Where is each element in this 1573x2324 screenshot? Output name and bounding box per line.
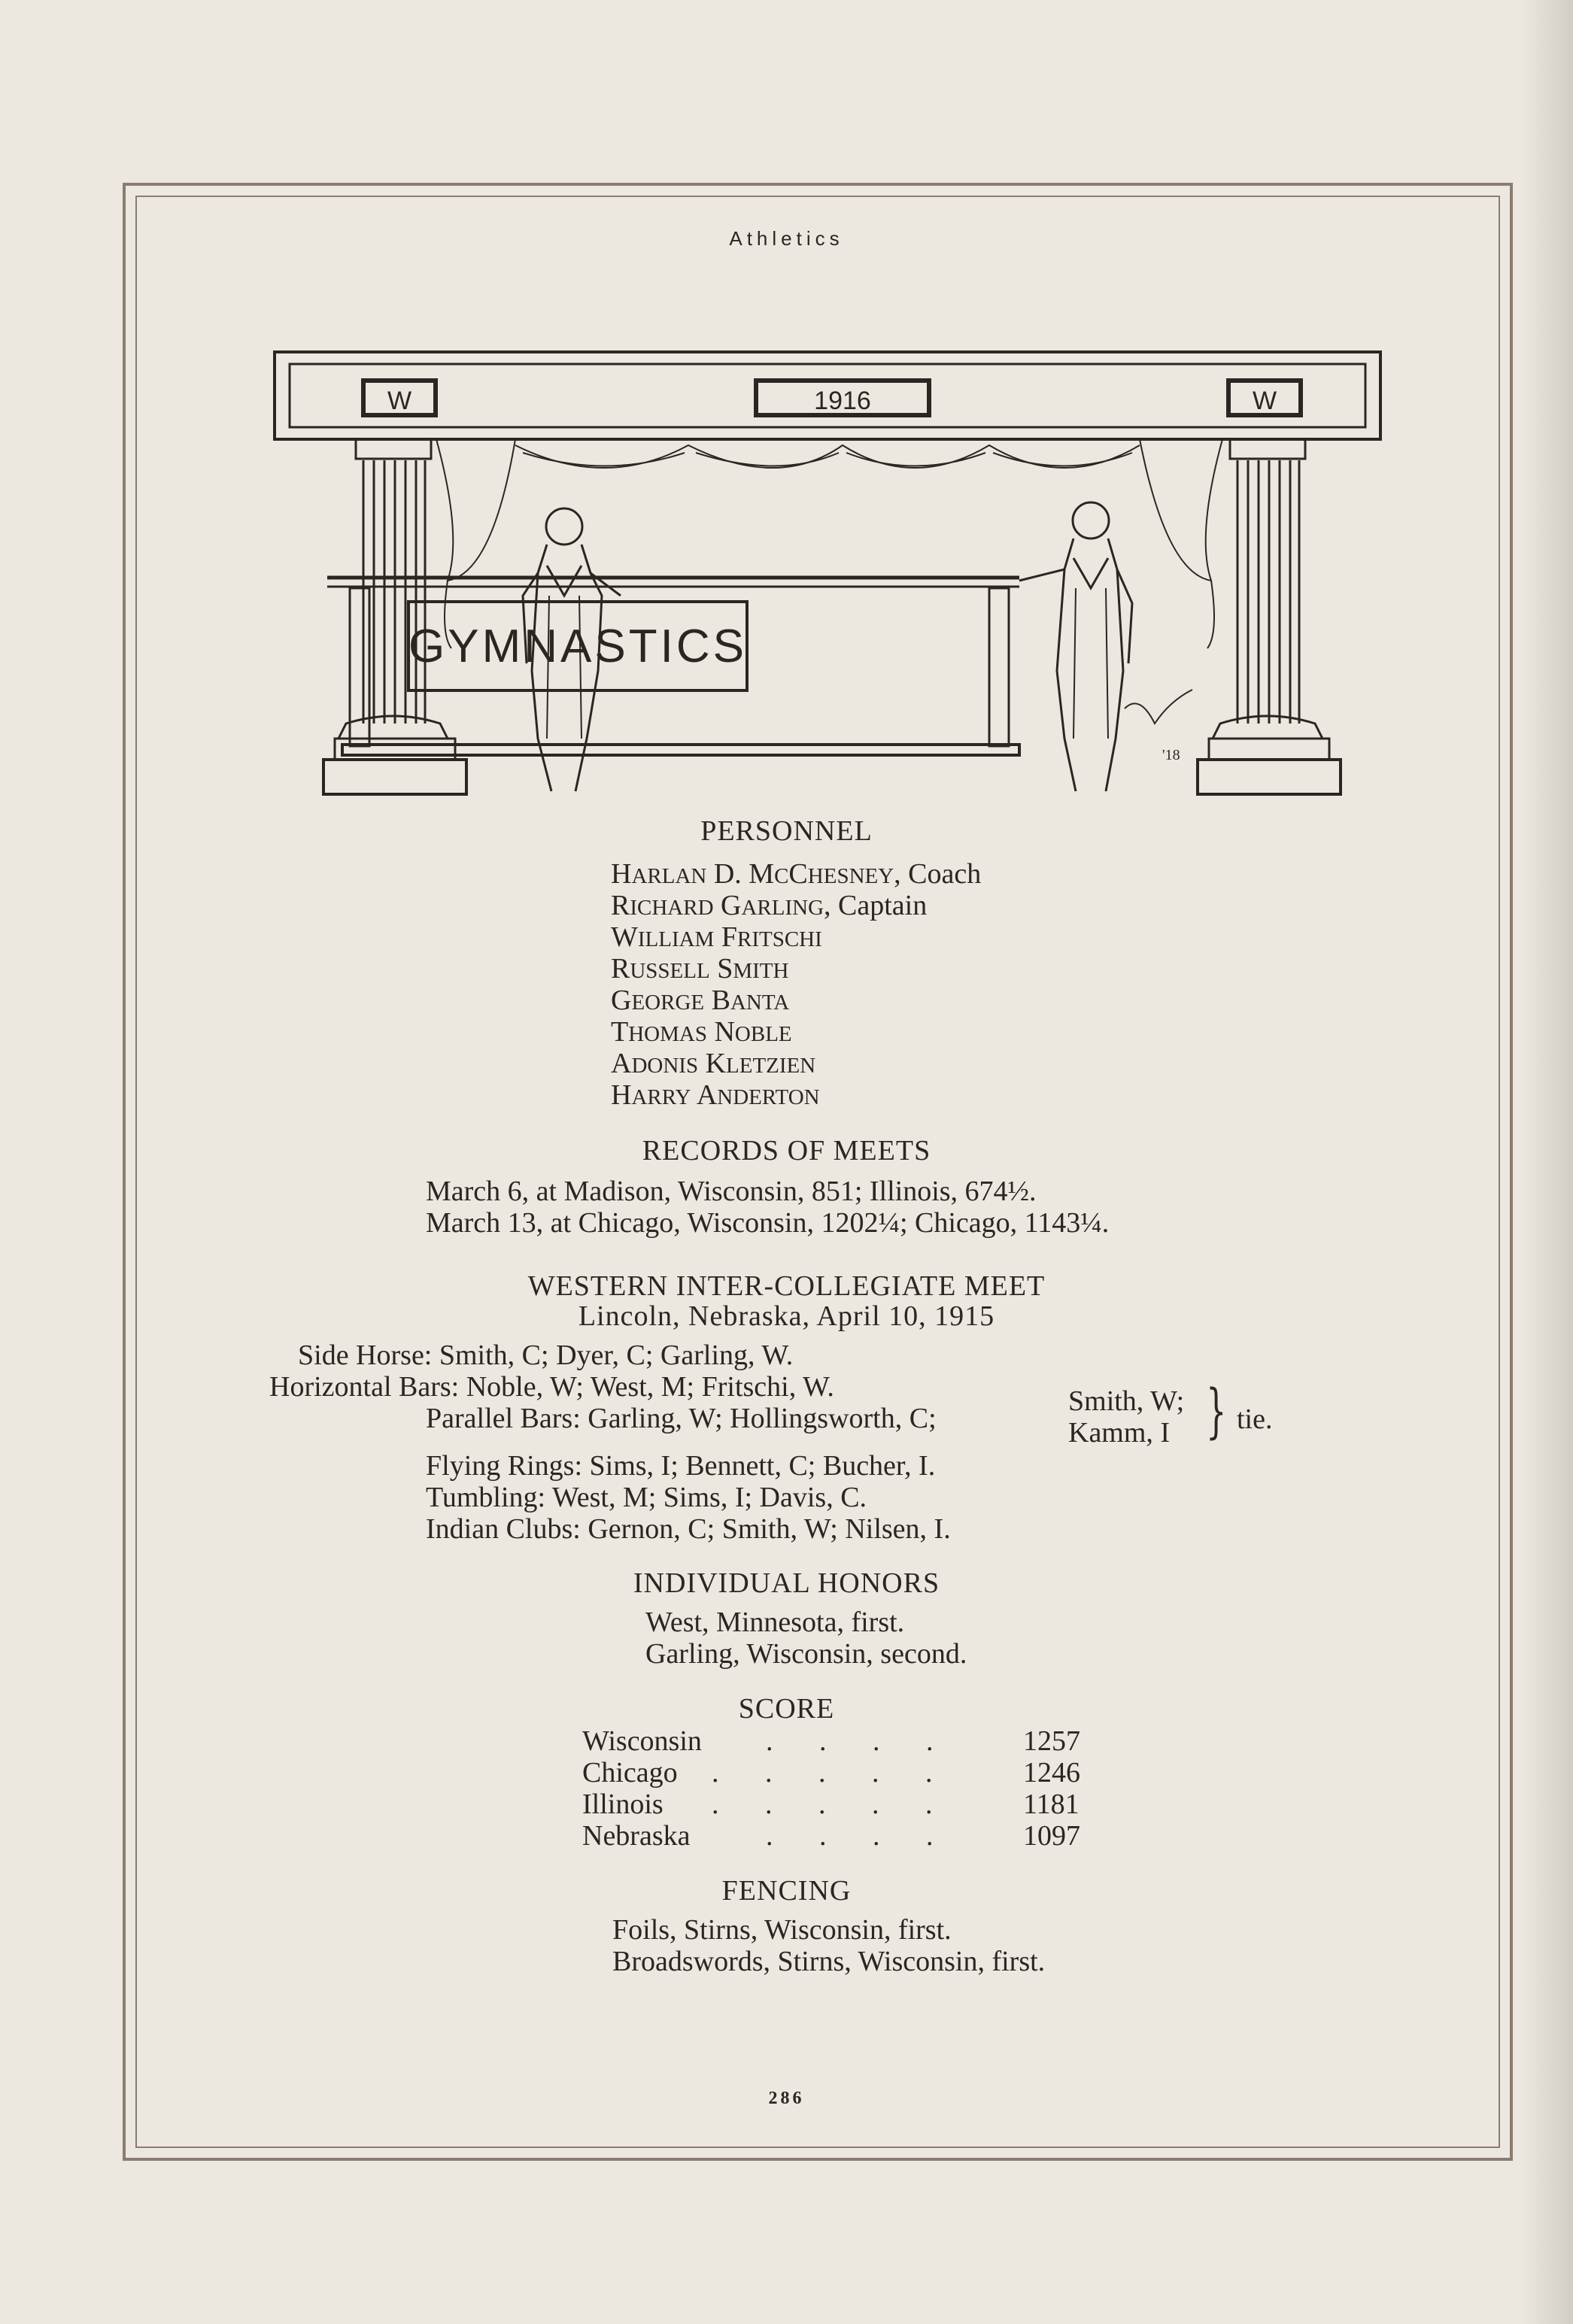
record-line-1: March 13, at Chicago, Wisconsin, 1202¼; Chicago, 1143¼. bbox=[426, 1207, 1110, 1239]
record-line-0: March 6, at Madison, Wisconsin, 851; Illinois, 674½. bbox=[426, 1176, 1037, 1207]
page-number: 286 bbox=[768, 2089, 805, 2108]
gymnastics-header-illustration bbox=[267, 347, 1388, 806]
score-points: 1097 bbox=[1023, 1820, 1080, 1852]
tie-brace: } bbox=[1206, 1378, 1227, 1446]
artist-signature-mark bbox=[1125, 690, 1192, 724]
score-points: 1257 bbox=[1023, 1725, 1080, 1757]
parallel-tie-word: tie. bbox=[1237, 1403, 1273, 1435]
banner-right-letter: W bbox=[1252, 387, 1277, 415]
running-head: Athletics bbox=[729, 227, 844, 250]
event-tumbling: Tumbling: West, M; Sims, I; Davis, C. bbox=[426, 1482, 867, 1513]
western-meet-heading: WESTERN INTER-COLLEGIATE MEET bbox=[527, 1270, 1046, 1302]
score-leader-dots: . . . . bbox=[766, 1725, 953, 1757]
fencing-line-1: Broadswords, Stirns, Wisconsin, first. bbox=[612, 1946, 1046, 1977]
parallel-tie-second: Kamm, I bbox=[1068, 1417, 1171, 1449]
score-leader-dots: . . . . . bbox=[712, 1757, 952, 1789]
score-team: Wisconsin bbox=[582, 1725, 702, 1757]
personnel-member-6: ADONIS KLETZIEN bbox=[611, 1048, 816, 1079]
personnel-member-2: WILLIAM FRITSCHI bbox=[611, 921, 822, 953]
personnel-member-4: GEORGE BANTA bbox=[611, 985, 790, 1016]
event-horizontal-bars: Horizontal Bars: Noble, W; West, M; Fritschi, W. bbox=[269, 1371, 834, 1403]
individual-honors-heading: INDIVIDUAL HONORS bbox=[633, 1567, 940, 1599]
score-team: Chicago bbox=[582, 1757, 678, 1789]
fencing-line-0: Foils, Stirns, Wisconsin, first. bbox=[612, 1914, 952, 1946]
score-points: 1246 bbox=[1023, 1757, 1080, 1789]
score-leader-dots: . . . . . bbox=[712, 1789, 952, 1820]
right-column bbox=[1198, 439, 1341, 794]
score-leader-dots: . . . . bbox=[766, 1820, 953, 1852]
honor-line-1: Garling, Wisconsin, second. bbox=[645, 1638, 967, 1670]
records-heading: RECORDS OF MEETS bbox=[642, 1135, 931, 1167]
personnel-member-1: RICHARD GARLING, Captain bbox=[611, 890, 928, 921]
score-team: Nebraska bbox=[582, 1820, 691, 1852]
gymnastics-sign-text: GYMNASTICS bbox=[408, 620, 747, 672]
personnel-member-7: HARRY ANDERTON bbox=[611, 1079, 820, 1111]
banner-left-letter: W bbox=[387, 387, 412, 415]
gymnast-right bbox=[1019, 502, 1132, 791]
score-team: Illinois bbox=[582, 1789, 664, 1820]
personnel-heading: PERSONNEL bbox=[700, 815, 873, 847]
artist-signature-text: '18 bbox=[1162, 747, 1180, 763]
parallel-tie-first: Smith, W; bbox=[1068, 1385, 1185, 1417]
personnel-member-0: HARLAN D. MCCHESNEY, Coach bbox=[611, 858, 982, 890]
event-indian-clubs: Indian Clubs: Gernon, C; Smith, W; Nilsen, I. bbox=[426, 1513, 951, 1545]
score-heading: SCORE bbox=[738, 1693, 835, 1725]
personnel-member-3: RUSSELL SMITH bbox=[611, 953, 789, 985]
event-flying-rings: Flying Rings: Sims, I; Bennett, C; Bucher, I. bbox=[426, 1450, 936, 1482]
stage-curtains bbox=[436, 439, 1222, 648]
event-side-horse: Side Horse: Smith, C; Dyer, C; Garling, W. bbox=[298, 1339, 794, 1371]
personnel-member-5: THOMAS NOBLE bbox=[611, 1016, 792, 1048]
fencing-heading: FENCING bbox=[721, 1875, 852, 1907]
banner-year: 1916 bbox=[814, 387, 871, 415]
event-parallel-bars: Parallel Bars: Garling, W; Hollingsworth, C; bbox=[426, 1403, 937, 1434]
honor-line-0: West, Minnesota, first. bbox=[645, 1606, 905, 1638]
western-meet-subheading: Lincoln, Nebraska, April 10, 1915 bbox=[578, 1300, 995, 1332]
score-points: 1181 bbox=[1023, 1789, 1080, 1820]
